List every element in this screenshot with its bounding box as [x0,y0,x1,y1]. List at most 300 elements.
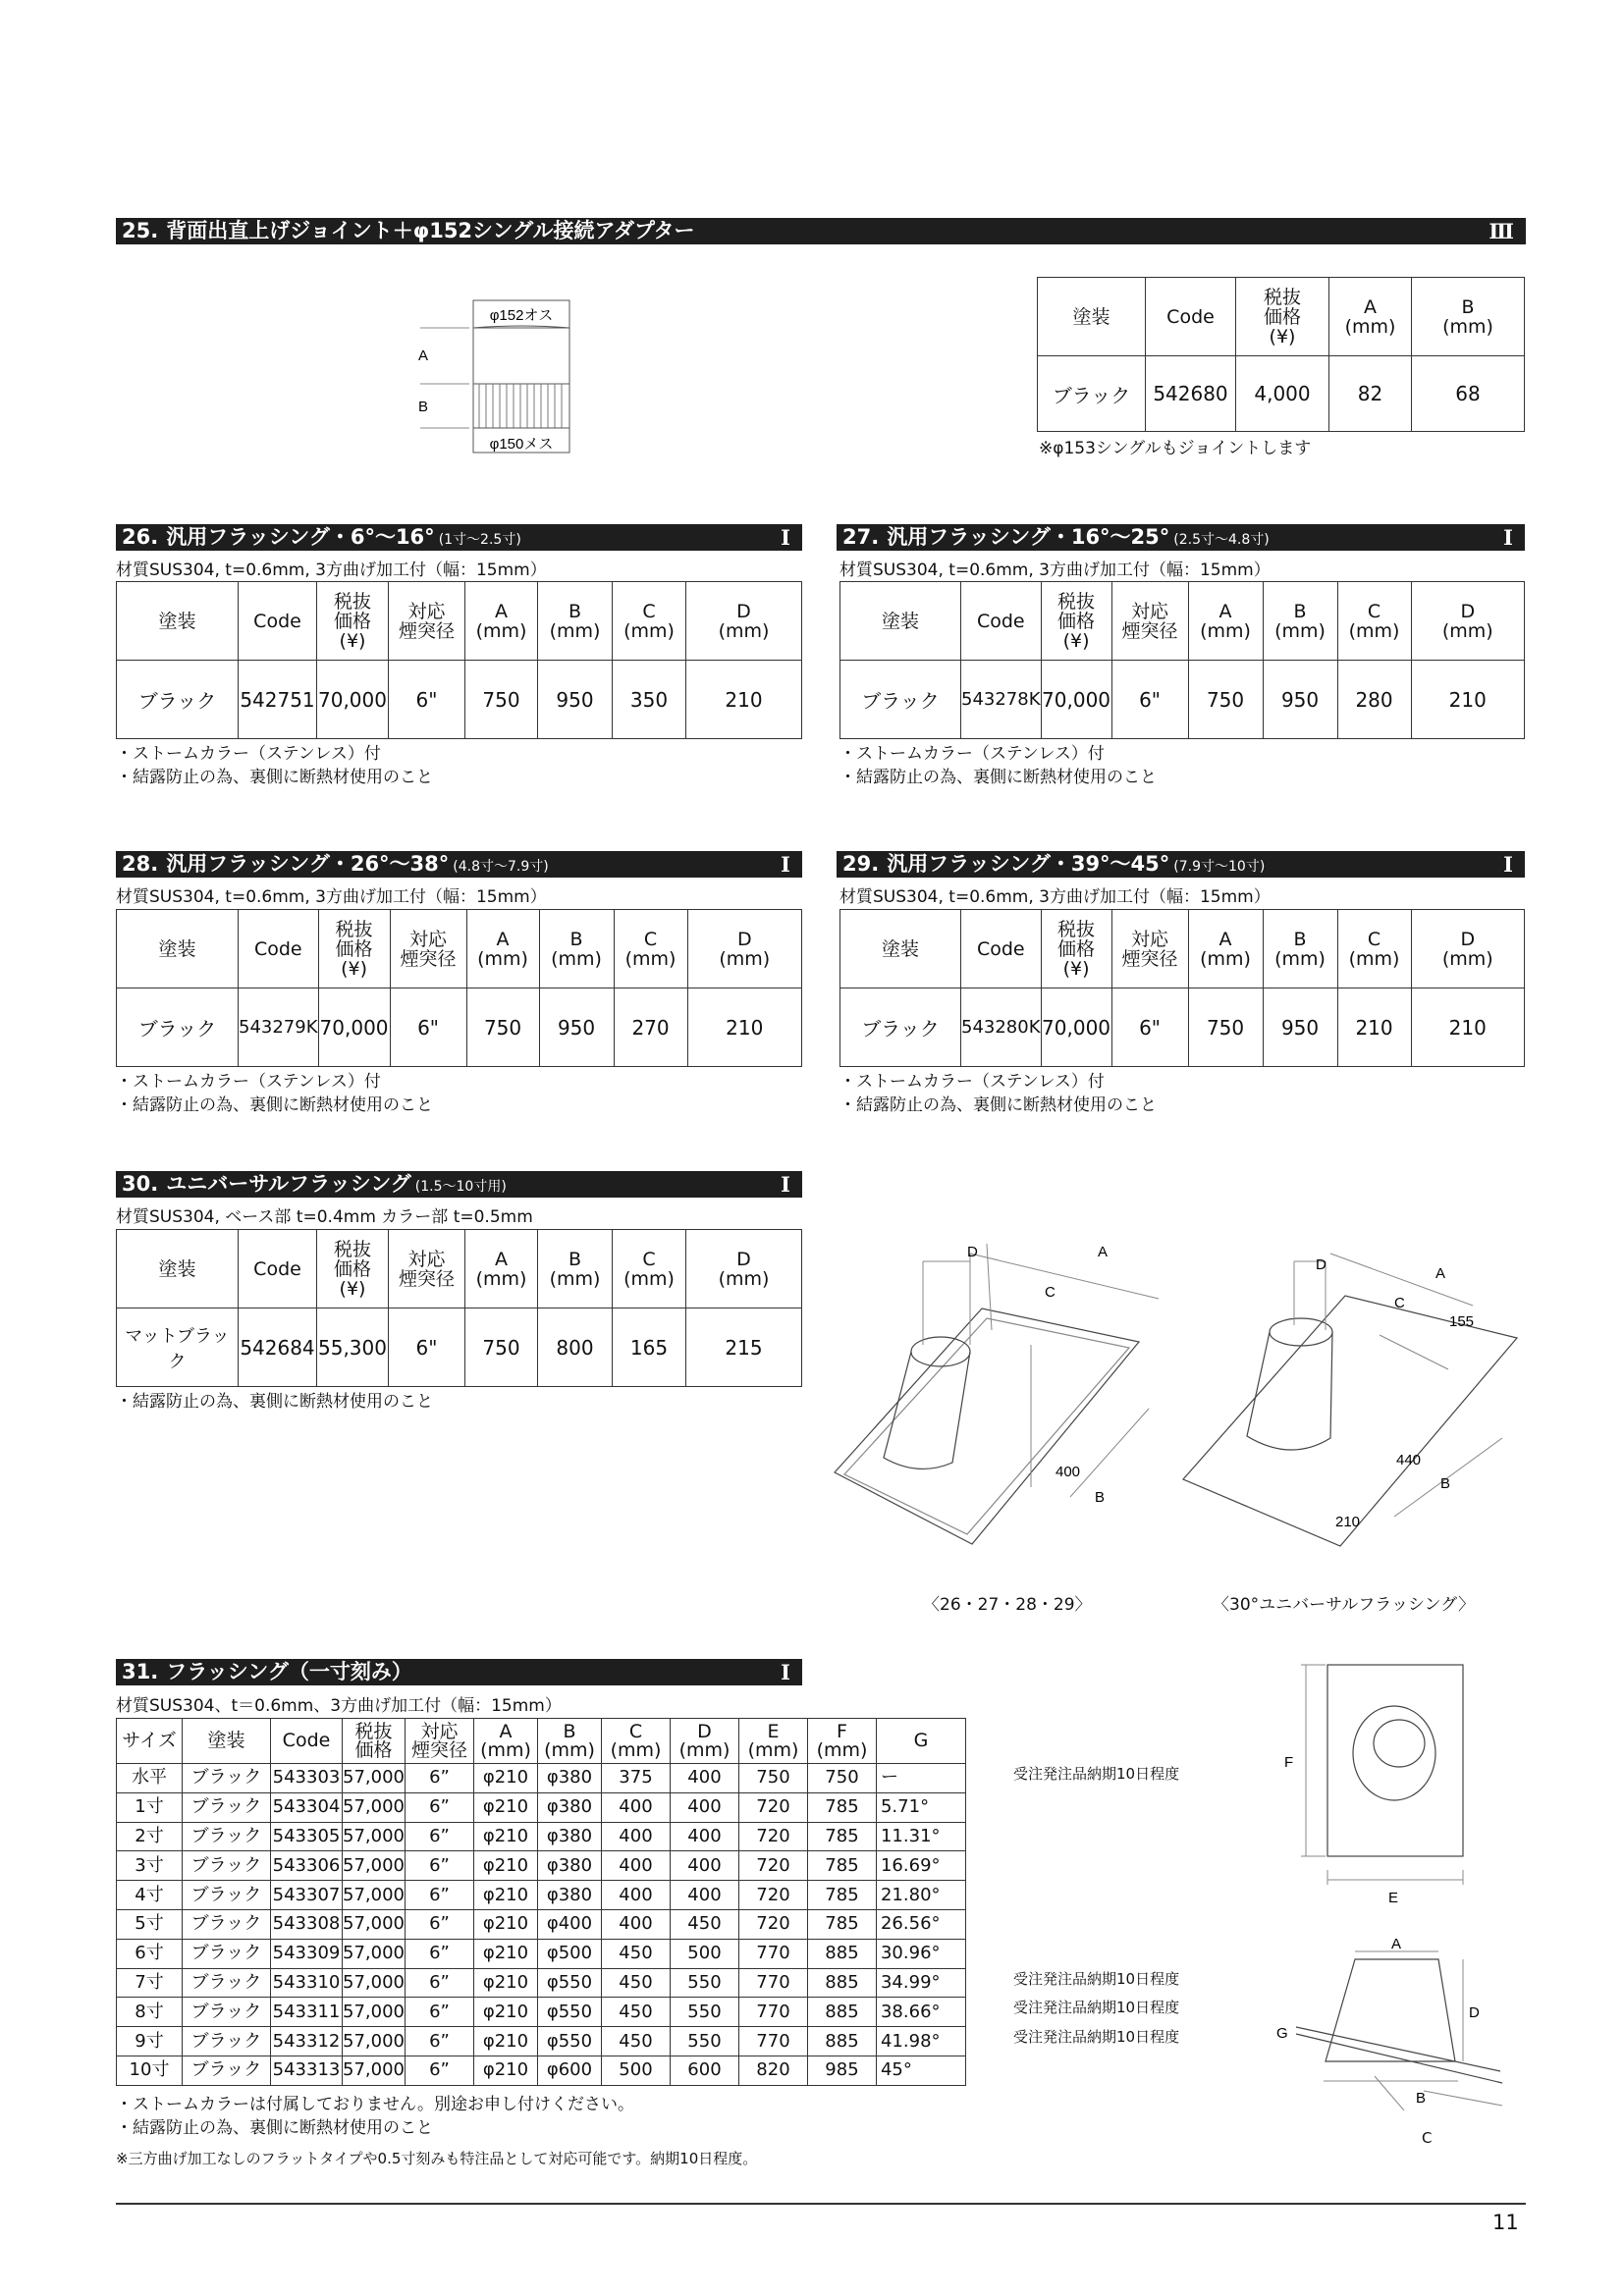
cell-a: 82 [1329,356,1412,432]
section-number: 25. [122,219,159,242]
section-title: 汎用フラッシング・39°～45° [887,852,1170,876]
cell-c: 270 [614,988,687,1067]
s27-material: 材質SUS304, t=0.6mm, 3方曲げ加工付（幅：15mm） [839,561,1271,580]
cell-b: φ550 [537,1998,601,2027]
section-title: ユニバーサルフラッシング [166,1172,411,1196]
cell-chimney: 6" [1111,661,1188,739]
label-f: F [1284,1754,1294,1771]
header-price: 税抜 価格 (¥) [317,582,389,661]
cell-b: φ550 [537,1968,601,1998]
cell-a: 750 [465,661,538,739]
cell-g: 38.66° [876,1998,965,2027]
cell-chimney: 6" [390,988,466,1067]
cell-price: 57,000 [343,1939,406,1968]
cell-code: 543313 [271,2056,343,2085]
s25-note: ※φ153シングルもジョイントします [1039,439,1312,458]
cell-size: 4寸 [117,1881,183,1910]
cell-code: 543278K [961,661,1042,739]
table-row [117,1764,966,1793]
s26-notes: ・ストームカラー（ステンレス）付 ・結露防止の為、裏側に断熱材使用のこと [116,744,433,787]
cell-c: 210 [1337,988,1411,1067]
section-25-header [116,218,1526,244]
header-c: C (mm) [1337,582,1411,661]
s26-material: 材質SUS304, t=0.6mm, 3方曲げ加工付（幅：15mm） [116,561,547,580]
cell-a: φ210 [473,1909,537,1939]
flashing-diagram-right [1178,1242,1551,1566]
table-row [117,1939,966,1968]
cell-chimney: 6” [405,1764,473,1793]
cell-g: 45° [876,2056,965,2085]
section-30-header [116,1171,802,1198]
cell-g: ー [876,1764,965,1793]
cell-chimney: 6" [1111,988,1188,1067]
cell-paint: ブラック [183,1822,271,1851]
label-a: A [1391,1936,1402,1952]
cell-g: 11.31° [876,1822,965,1851]
left-diagram-caption: 〈26・27・28・29〉 [923,1595,1092,1615]
label-400: 400 [1056,1464,1081,1480]
label-d: D [967,1244,978,1260]
section-title: 背面出直上げジョイント＋φ152シングル接続アダプター [166,219,695,242]
cell-chimney: 6” [405,1998,473,2027]
header-d: D (mm) [1411,582,1524,661]
section-title: フラッシング（一寸刻み） [166,1660,412,1683]
cell-b: φ500 [537,1939,601,1968]
cell-e: 720 [738,1881,807,1910]
cell-code: 543305 [271,1822,343,1851]
cell-f: 750 [807,1764,876,1793]
cell-d: 400 [670,1851,738,1881]
header-d: D (mm) [687,910,801,988]
cell-b: 68 [1412,356,1525,432]
cell-size: 2寸 [117,1822,183,1851]
cell-f: 785 [807,1909,876,1939]
cell-code: 542680 [1146,356,1236,432]
s28-notes: ・ストームカラー（ステンレス）付 ・結露防止の為、裏側に断熱材使用のこと [116,1072,433,1115]
cell-b: φ380 [537,1881,601,1910]
cell-paint: ブラック [183,1851,271,1881]
s29-spec-table [839,909,1525,1067]
header-a: A (mm) [1188,910,1263,988]
cell-code: 542751 [239,661,317,739]
cell-c: 400 [601,1822,670,1851]
s29-notes: ・ストームカラー（ステンレス）付 ・結露防止の為、裏側に断熱材使用のこと [839,1072,1157,1115]
cell-c: 450 [601,1939,670,1968]
header-price: 税抜 価格 (¥) [1041,910,1111,988]
cell-g: 21.80° [876,1881,965,1910]
cell-paint: ブラック [183,2056,271,2085]
section-number: 27. [842,525,880,549]
label-155: 155 [1449,1313,1475,1330]
cell-code: 543279K [239,988,319,1067]
cell-a: φ210 [473,1792,537,1822]
cell-d: 210 [1411,988,1524,1067]
cell-paint: ブラック [117,661,239,739]
cell-e: 750 [738,1764,807,1793]
cell-f: 885 [807,1968,876,1998]
cell-code: 543309 [271,1939,343,1968]
s31-spec-table [116,1718,966,2086]
cell-d: 400 [670,1822,738,1851]
s28-spec-table [116,909,802,1067]
cell-paint: ブラック [840,988,961,1067]
grade-mark: Ⅰ [1503,525,1513,550]
cell-price: 57,000 [343,2056,406,2085]
cell-price: 70,000 [317,661,389,739]
cell-code: 543308 [271,1909,343,1939]
table-row [117,1822,966,1851]
s31-footnote: ※三方曲げ加工なしのフラットタイプや0.5寸刻みも特注品として対応可能です。納期10日程度。 [116,2150,758,2167]
grade-mark: Ⅰ [781,1660,790,1684]
cell-f: 885 [807,1998,876,2027]
cell-b: φ380 [537,1792,601,1822]
cell-d: 400 [670,1792,738,1822]
cell-c: 500 [601,2056,670,2085]
header-c: C (mm) [1337,910,1411,988]
header-paint: 塗装 [117,582,239,661]
cell-paint: ブラック [117,988,239,1067]
cell-a: φ210 [473,1851,537,1881]
cell-a: φ210 [473,1998,537,2027]
grade-mark: Ⅰ [781,525,790,550]
table-row [117,1998,966,2027]
cell-d: 550 [670,2027,738,2056]
header-code: Code [239,582,317,661]
table-row [117,1881,966,1910]
cell-paint: ブラック [183,1881,271,1910]
label-b: B [1440,1475,1451,1492]
header-code: Code [961,910,1042,988]
cell-paint: マットブラック [117,1308,239,1387]
cell-code: 543307 [271,1881,343,1910]
cell-paint: ブラック [183,1998,271,2027]
header-chimney: 対応 煙突径 [389,582,465,661]
adapter-diagram [410,281,607,457]
header-paint: 塗装 [117,1230,239,1308]
cell-f: 785 [807,1822,876,1851]
label-d: D [1316,1256,1326,1273]
cell-code: 543280K [961,988,1042,1067]
flashing-diagram-left [825,1232,1198,1571]
cell-chimney: 6” [405,1792,473,1822]
cell-a: φ210 [473,1764,537,1793]
row-delivery-note: 受注発注品納期10日程度 [1013,1765,1180,1783]
cell-size: 5寸 [117,1909,183,1939]
cell-d: 210 [686,661,802,739]
cell-paint: ブラック [840,661,961,739]
cell-a: φ210 [473,1822,537,1851]
s31-side-notes [1013,1763,1229,2087]
cell-e: 770 [738,2027,807,2056]
cell-price: 57,000 [343,1881,406,1910]
cell-chimney: 6" [389,661,465,739]
header-paint: 塗装 [1038,278,1146,356]
footer-rule [116,2203,1526,2205]
header-code: Code [1146,278,1236,356]
cell-price: 57,000 [343,1909,406,1939]
cell-a: φ210 [473,1881,537,1910]
cell-size: 6寸 [117,1939,183,1968]
header-b: B (mm) [1263,582,1337,661]
cell-size: 9寸 [117,2027,183,2056]
cell-a: 750 [1188,661,1263,739]
cell-g: 26.56° [876,1909,965,1939]
cell-a: φ210 [473,2056,537,2085]
diagram-label-a: A [418,347,429,364]
section-subtitle: (7.9寸～10寸) [1173,859,1266,875]
cell-chimney: 6” [405,1968,473,1998]
cell-g: 34.99° [876,1968,965,1998]
cell-e: 720 [738,1851,807,1881]
header-a: A (mm) [1188,582,1263,661]
cell-g: 5.71° [876,1792,965,1822]
cell-c: 280 [1337,661,1411,739]
header-price: 税抜 価格 (¥) [1236,278,1329,356]
cell-paint: ブラック [183,1968,271,1998]
header-size: サイズ [117,1719,183,1764]
diagram-label-top: φ152オス [489,307,554,324]
header-d: D (mm) [670,1719,738,1764]
cell-d: 210 [687,988,801,1067]
s31-notes: ・ストームカラーは付属しておりません。別途お申し付けください。 ・結露防止の為、裏側に断熱材使用のこと [116,2095,635,2138]
header-c: C (mm) [613,582,686,661]
page-number: 11 [1492,2211,1519,2234]
cell-b: φ600 [537,2056,601,2085]
cell-price: 57,000 [343,1968,406,1998]
cell-size: 10寸 [117,2056,183,2085]
header-price: 税抜 価格 (¥) [318,910,390,988]
label-b: B [1095,1489,1106,1506]
cell-paint: ブラック [183,1939,271,1968]
cell-f: 785 [807,1792,876,1822]
header-paint: 塗装 [840,582,961,661]
cell-code: 543304 [271,1792,343,1822]
cell-a: φ210 [473,1939,537,1968]
section-title: 汎用フラッシング・6°～16° [166,525,435,549]
label-b: B [1416,2090,1427,2107]
cell-b: φ380 [537,1764,601,1793]
header-code: Code [271,1719,343,1764]
cell-f: 785 [807,1851,876,1881]
section-number: 26. [122,525,159,549]
label-210: 210 [1335,1514,1361,1530]
cell-d: 215 [686,1308,802,1387]
header-price: 税抜 価格 (¥) [1041,582,1111,661]
section-27-header [837,524,1525,551]
header-code: Code [239,910,319,988]
cell-c: 450 [601,2027,670,2056]
cell-paint: ブラック [183,1909,271,1939]
cell-b: φ550 [537,2027,601,2056]
s26-spec-table [116,581,802,739]
cell-size: 7寸 [117,1968,183,1998]
cell-size: 水平 [117,1764,183,1793]
section-31-header [116,1659,802,1685]
cell-code: 543303 [271,1764,343,1793]
row-delivery-note: 受注発注品納期10日程度 [1013,1969,1180,1988]
cell-e: 770 [738,1939,807,1968]
cell-b: 950 [1263,661,1337,739]
s30-spec-table [116,1229,802,1387]
cell-e: 720 [738,1822,807,1851]
cell-c: 400 [601,1881,670,1910]
header-chimney: 対応 煙突径 [1111,910,1188,988]
label-a: A [1435,1265,1446,1282]
s31-diagram [1276,1659,1512,2110]
header-chimney: 対応 煙突径 [405,1719,473,1764]
label-g: G [1276,2025,1288,2042]
cell-chimney: 6” [405,1939,473,1968]
section-subtitle: (1.5～10寸用) [414,1179,507,1195]
s29-material: 材質SUS304, t=0.6mm, 3方曲げ加工付（幅：15mm） [839,887,1271,907]
cell-chimney: 6” [405,1909,473,1939]
cell-price: 57,000 [343,2027,406,2056]
cell-chimney: 6” [405,1851,473,1881]
cell-a: φ210 [473,1968,537,1998]
header-price: 税抜 価格 (¥) [317,1230,389,1308]
cell-c: 450 [601,1968,670,1998]
header-d: D (mm) [686,582,802,661]
cell-d: 400 [670,1764,738,1793]
table-row [117,1792,966,1822]
right-diagram-caption: 〈30°ユニバーサルフラッシング〉 [1213,1595,1476,1615]
cell-c: 450 [601,1998,670,2027]
table-row [117,1909,966,1939]
table-row [117,1851,966,1881]
cell-b: φ380 [537,1851,601,1881]
grade-mark: Ⅰ [781,1172,790,1197]
cell-d: 400 [670,1881,738,1910]
cell-chimney: 6” [405,2056,473,2085]
header-f: F (mm) [807,1719,876,1764]
section-number: 28. [122,852,159,876]
header-code: Code [961,582,1042,661]
cell-f: 885 [807,1939,876,1968]
cell-price: 57,000 [343,1764,406,1793]
cell-d: 450 [670,1909,738,1939]
label-c: C [1045,1284,1056,1301]
cell-paint: ブラック [1038,356,1146,432]
section-number: 31. [122,1660,159,1683]
label-440: 440 [1396,1452,1422,1468]
cell-e: 770 [738,1998,807,2027]
label-c: C [1394,1295,1405,1311]
header-a: A (mm) [465,1230,538,1308]
cell-e: 770 [738,1968,807,1998]
header-b: B (mm) [1263,910,1337,988]
cell-a: φ210 [473,2027,537,2056]
cell-e: 720 [738,1909,807,1939]
diagram-label-b: B [418,399,429,415]
cell-f: 985 [807,2056,876,2085]
header-price: 税抜 価格 [343,1719,406,1764]
s27-notes: ・ストームカラー（ステンレス）付 ・結露防止の為、裏側に断熱材使用のこと [839,744,1157,787]
cell-price: 70,000 [1041,661,1111,739]
label-e: E [1388,1890,1399,1906]
section-26-header [116,524,802,551]
header-a: A (mm) [465,582,538,661]
s30-notes: ・結露防止の為、裏側に断熱材使用のこと [116,1392,433,1412]
cell-code: 543312 [271,2027,343,2056]
cell-d: 500 [670,1939,738,1968]
header-d: D (mm) [1411,910,1524,988]
header-paint: 塗装 [840,910,961,988]
cell-chimney: 6” [405,2027,473,2056]
section-subtitle: (4.8寸～7.9寸) [453,859,549,875]
cell-code: 542684 [239,1308,317,1387]
cell-b: φ380 [537,1822,601,1851]
cell-price: 57,000 [343,1851,406,1881]
cell-c: 400 [601,1792,670,1822]
cell-g: 30.96° [876,1939,965,1968]
cell-d: 600 [670,2056,738,2085]
row-delivery-note: 受注発注品納期10日程度 [1013,2028,1180,2047]
header-chimney: 対応 煙突径 [390,910,466,988]
cell-code: 543310 [271,1968,343,1998]
header-b: B (mm) [539,910,614,988]
header-e: E (mm) [738,1719,807,1764]
cell-a: 750 [466,988,539,1067]
cell-b: 950 [538,661,613,739]
header-c: C (mm) [614,910,687,988]
cell-d: 210 [1411,661,1524,739]
header-c: C (mm) [613,1230,686,1308]
table-row [117,1968,966,1998]
section-subtitle: (2.5寸～4.8寸) [1173,532,1270,548]
cell-c: 400 [601,1909,670,1939]
cell-price: 70,000 [318,988,390,1067]
cell-price: 70,000 [1041,988,1111,1067]
grade-mark: Ⅰ [781,852,790,877]
cell-c: 375 [601,1764,670,1793]
label-c: C [1422,2129,1433,2147]
cell-e: 720 [738,1792,807,1822]
cell-price: 4,000 [1236,356,1329,432]
header-paint: 塗装 [117,910,239,988]
s31-material: 材質SUS304、t＝0.6mm、3方曲げ加工付（幅：15mm） [116,1696,562,1716]
section-28-header [116,851,802,878]
cell-a: 750 [1188,988,1263,1067]
cell-price: 55,300 [317,1308,389,1387]
cell-c: 400 [601,1851,670,1881]
header-b: B (mm) [538,1230,613,1308]
s27-spec-table [839,581,1525,739]
section-number: 29. [842,852,880,876]
cell-c: 165 [613,1308,686,1387]
cell-price: 57,000 [343,1998,406,2027]
header-code: Code [239,1230,317,1308]
header-g: G [876,1719,965,1764]
header-b: B (mm) [538,582,613,661]
header-b: B (mm) [1412,278,1525,356]
cell-d: 550 [670,1968,738,1998]
diagram-label-bottom: φ150メス [489,436,554,453]
cell-size: 8寸 [117,1998,183,2027]
cell-c: 350 [613,661,686,739]
s31-table-body [117,1764,966,2086]
section-29-header [837,851,1525,878]
s25-spec-table [1037,277,1525,432]
cell-paint: ブラック [183,1764,271,1793]
header-a: A (mm) [1329,278,1412,356]
header-chimney: 対応 煙突径 [1111,582,1188,661]
cell-code: 543311 [271,1998,343,2027]
section-title: 汎用フラッシング・16°～25° [887,525,1170,549]
cell-size: 1寸 [117,1792,183,1822]
cell-price: 57,000 [343,1822,406,1851]
header-a: A (mm) [473,1719,537,1764]
cell-b: 950 [539,988,614,1067]
